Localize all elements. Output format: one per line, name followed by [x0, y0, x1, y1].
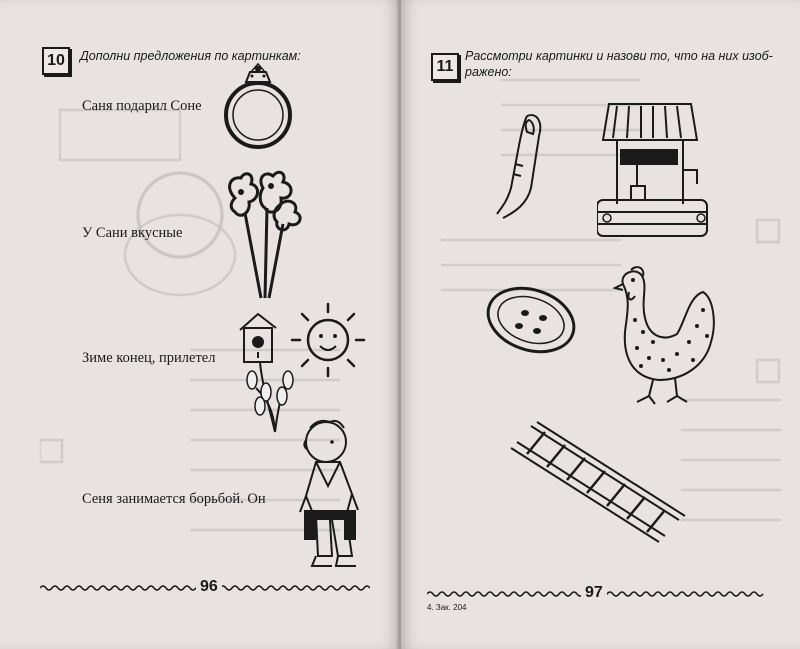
- task-11-instruction-line2: ражено:: [465, 65, 512, 79]
- ladder-icon: [509, 420, 689, 548]
- well-icon: [597, 100, 717, 240]
- ring-icon: [218, 60, 298, 152]
- button-icon: [485, 282, 579, 356]
- finger-icon: [493, 108, 553, 228]
- sentence-bird: Зиме конец, прилетел: [82, 350, 216, 366]
- task-10-instruction: Дополни предложения по картинкам:: [80, 49, 301, 63]
- birdhouse-sun-icon: [230, 300, 370, 435]
- task-11-instruction-line1: Рассмотри картинки и назови то, что на них изоб-: [465, 49, 773, 63]
- page-number-left: 96: [196, 578, 222, 596]
- printing-imprint: 4. Зак. 204: [427, 603, 467, 612]
- sentence-ring: Саня подарил Соне: [82, 98, 202, 114]
- lollipops-icon: [215, 168, 310, 303]
- right-page: [401, 0, 800, 649]
- page-number-right: 97: [581, 584, 607, 602]
- task-number-10: 10: [42, 47, 70, 75]
- judo-boy-icon: [296, 416, 376, 576]
- left-page: [0, 0, 399, 649]
- hen-icon: [613, 262, 723, 412]
- sentence-lollipops: У Сани вкусные: [82, 225, 183, 241]
- task-number-11: 11: [431, 53, 459, 81]
- sentence-judo: Сеня занимается борьбой. Он: [82, 491, 266, 507]
